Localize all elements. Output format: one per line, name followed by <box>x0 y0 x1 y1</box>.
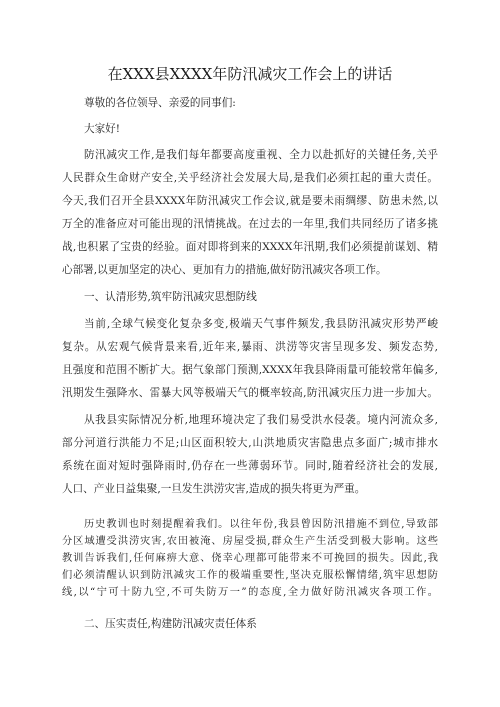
paragraph-line: 心部署,以更加坚定的决心、更加有力的措施,做好防汛减灾各项工作。 <box>62 264 387 276</box>
paragraph-line: 汛期发生强降水、雷暴大风等极端天气的概率较高,防汛减灾压力进一步加大。 <box>62 387 438 399</box>
paragraph-line: 战,也积累了宝贵的经验。面对即将到来的XXXX年汛期,我们必须提前谋划、精 <box>62 241 438 253</box>
paragraph-line: 系统在面对短时强降雨时,仍存在一些薄弱环节。同时,随着经济社会的发展, <box>62 460 438 472</box>
paragraph-line: 线,以“宁可十防九空,不可失防万一”的态度,全力做好防汛减灾各项工作。 <box>62 587 438 598</box>
paragraph-line: 且强度和范围不断扩大。据气象部门预测,XXXX年我县降雨量可能较常年偏多, <box>62 364 438 376</box>
paragraph-line: 人民群众生命财产安全,关乎经济社会发展大局,是我们必须扛起的重大责任。 <box>62 172 438 184</box>
paragraph-line: 历史教训也时刻提醒着我们。以往年份,我县曾因防汛措施不到位,导致部 <box>84 519 438 530</box>
document-title: 在XXX县XXXX年防汛减灾工作会上的讲话 <box>107 65 393 83</box>
paragraph-line: 复杂。从宏观气候背景来看,近年来,暴雨、洪涝等灾害呈现多发、频发态势, <box>62 341 438 353</box>
paragraph-line: 防汛减灾工作,是我们每年都要高度重视、全力以赴抓好的关键任务,关乎 <box>84 149 438 161</box>
paragraph-line: 教训告诉我们,任何麻痹大意、侥幸心理都可能带来不可挽回的损失。因此,我 <box>62 553 438 564</box>
paragraph-line: 分区域遭受洪涝灾害,农田被淹、房屋受损,群众生产生活受到极大影响。这些 <box>62 536 438 547</box>
salutation: 尊敬的各位领导、亲爱的同事们: <box>84 97 236 109</box>
paragraph-line: 部分河道行洪能力不足;山区面积较大,山洪地质灾害隐患点多面广;城市排水 <box>62 437 438 449</box>
paragraph-line: 今天,我们召开全县XXXX年防汛减灾工作会议,就是要未雨绸缪、防患未然,以 <box>62 195 438 207</box>
section-heading: 二、压实责任,构建防汛减灾责任体系 <box>84 618 257 630</box>
paragraph-line: 万全的准备应对可能出现的汛情挑战。在过去的一年里,我们共同经历了诸多挑 <box>62 218 438 230</box>
paragraph-line: 人口、产业日益集聚,一旦发生洪涝灾害,造成的损失将更为严重。 <box>62 483 366 495</box>
paragraph-line: 们必须清醒认识到防汛减灾工作的极端重要性,坚决克服松懈情绪,筑牢思想防 <box>62 570 438 581</box>
greeting: 大家好! <box>84 123 121 135</box>
section-heading: 一、认清形势,筑牢防汛减灾思想防线 <box>84 291 257 303</box>
paragraph-line: 当前,全球气候变化复杂多变,极端天气事件频发,我县防汛减灾形势严峻 <box>84 318 438 330</box>
paragraph-line: 从我县实际情况分析,地理环境决定了我们易受洪水侵袭。境内河流众多, <box>84 414 438 426</box>
